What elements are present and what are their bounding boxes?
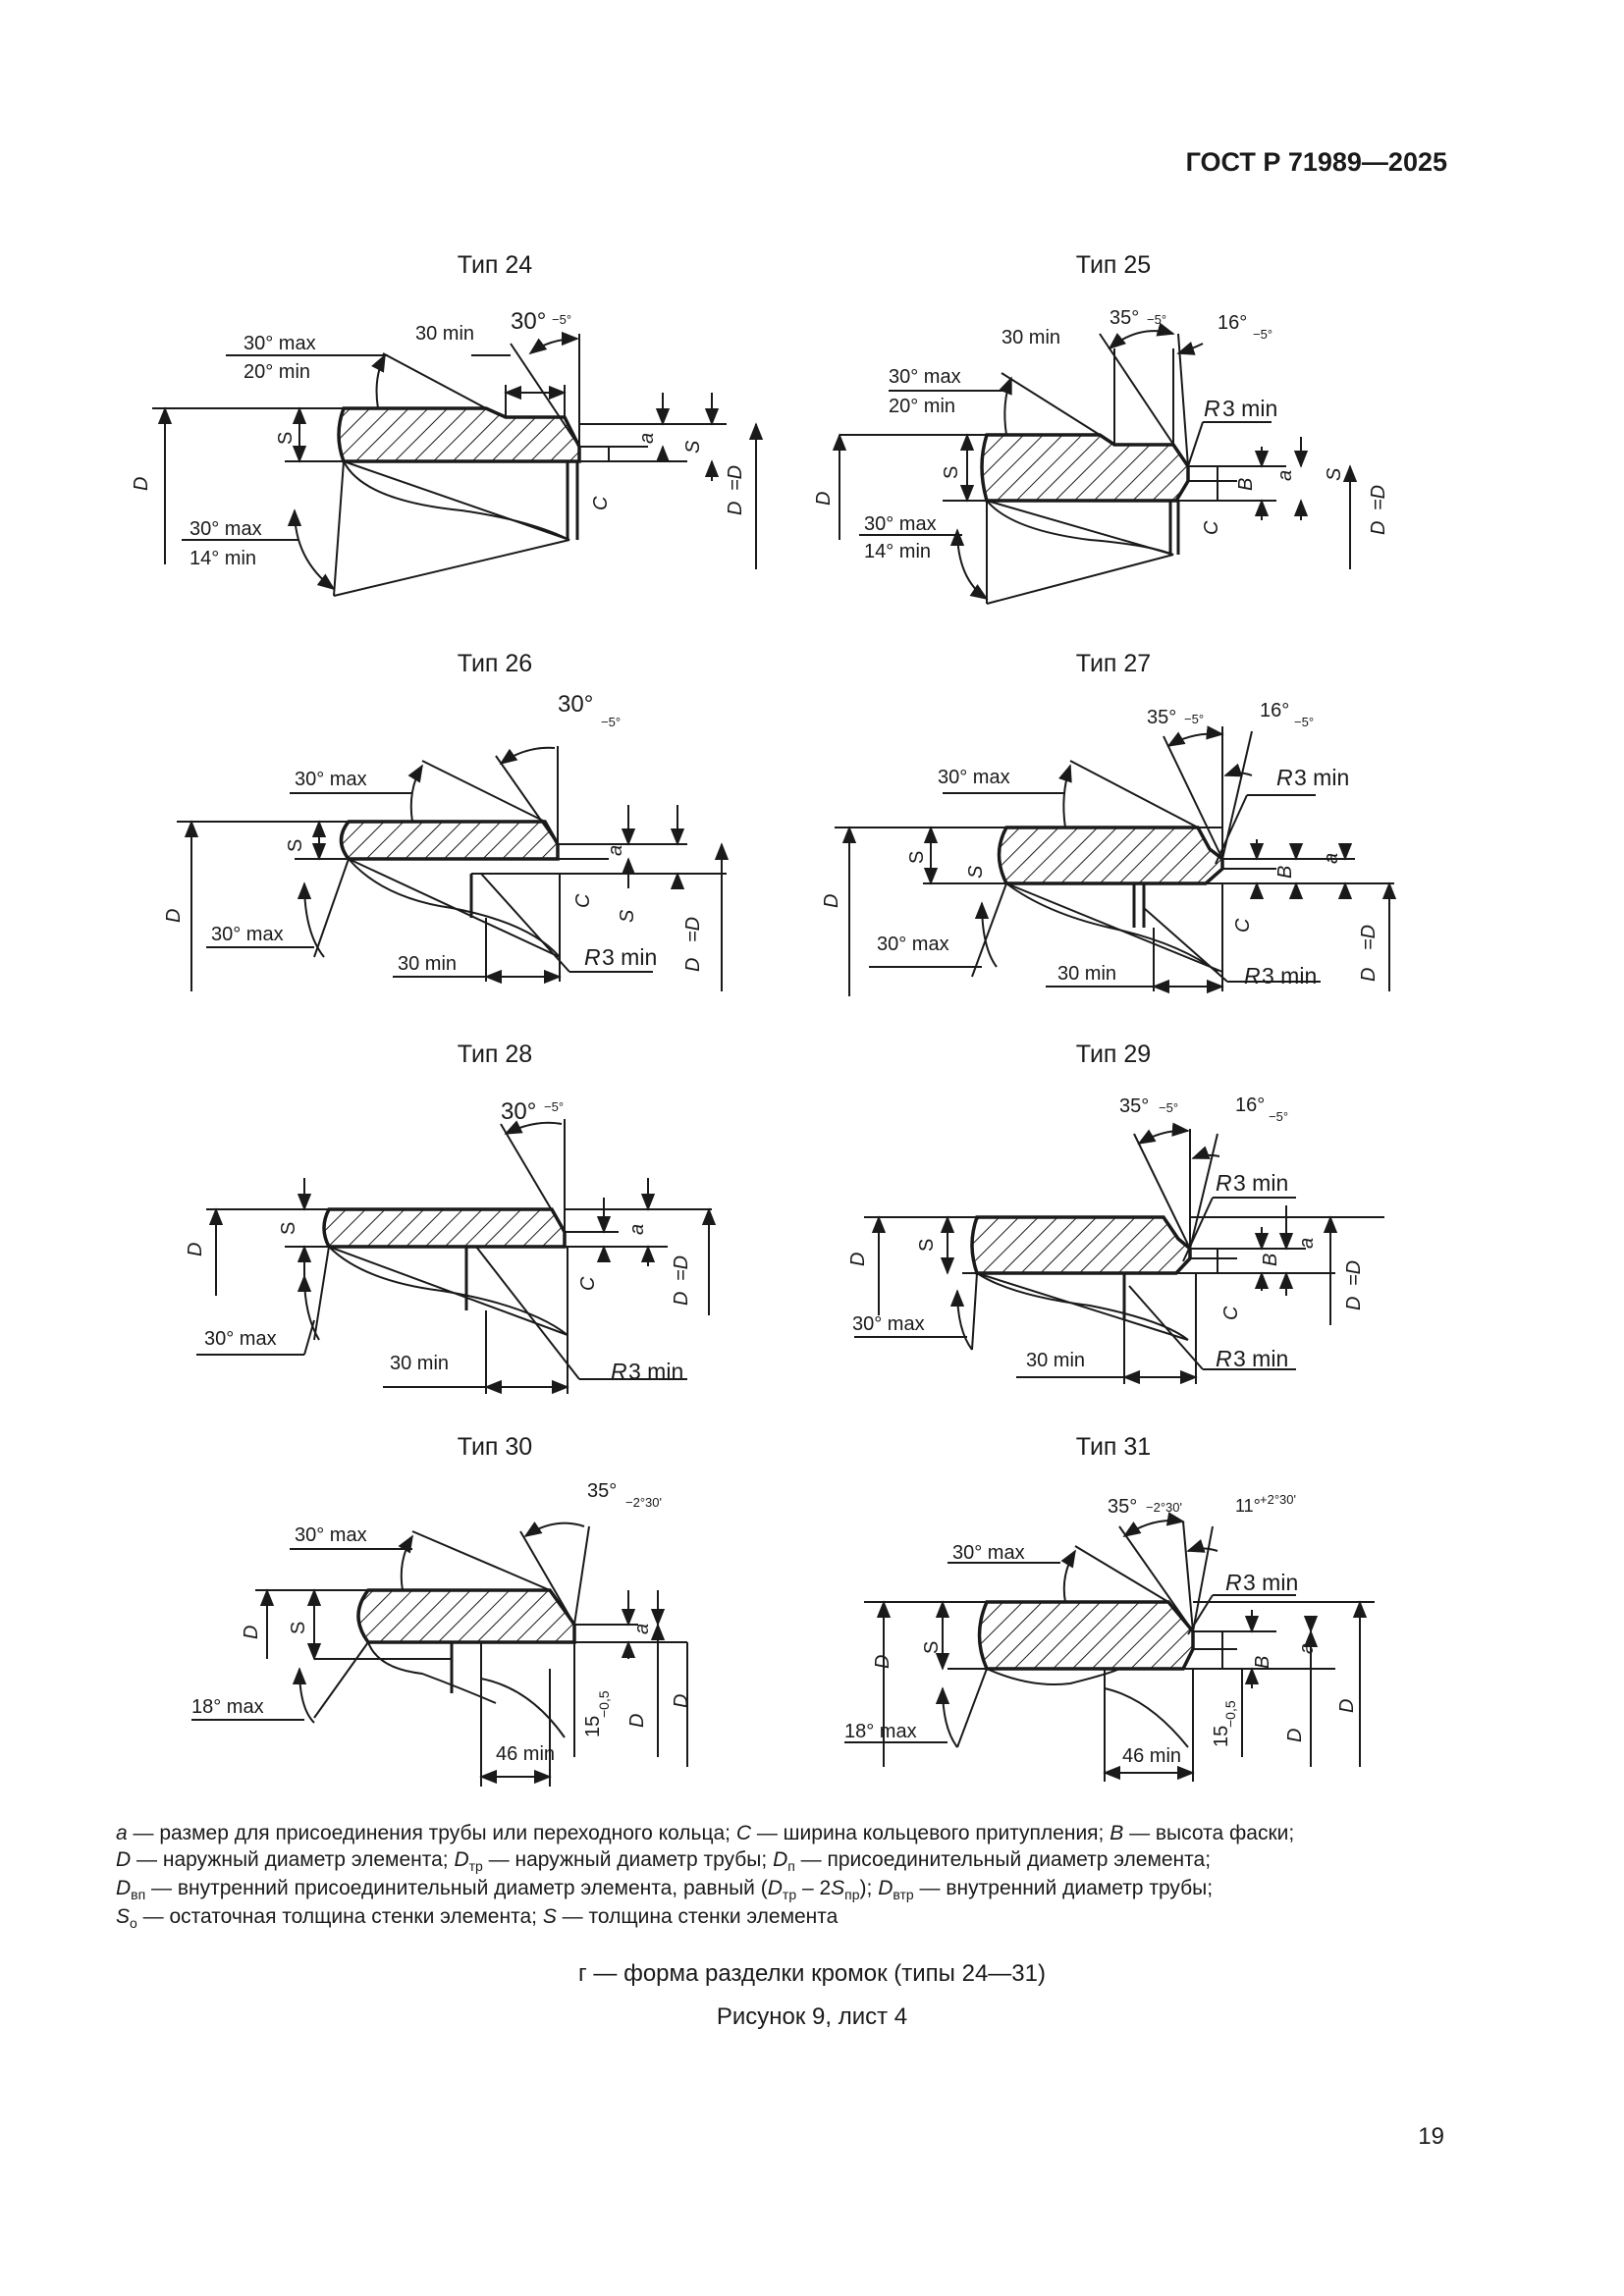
t29-R1-val: 3 min <box>1233 1170 1289 1196</box>
t25-bevel-tol: −5° <box>1147 312 1167 327</box>
t25-S: S <box>941 465 962 479</box>
t31-C15: 15 <box>1211 1725 1232 1747</box>
figure-title-type-26: Тип 26 <box>457 650 533 677</box>
t31-angle1: 30° max <box>952 1542 1025 1564</box>
t29-bevel2: 16° <box>1235 1095 1266 1116</box>
t27-S: S <box>906 850 928 864</box>
t25-land: 30 min <box>1001 327 1061 348</box>
figure-title-type-31: Тип 31 <box>1075 1433 1152 1461</box>
t25-R: R <box>1204 396 1220 421</box>
t27-R1: R <box>1276 765 1293 790</box>
t29-land: 30 min <box>1026 1350 1086 1371</box>
t25-a: a <box>1274 469 1296 481</box>
t27-a: a <box>1321 852 1342 864</box>
t30-angle2: 18° max <box>191 1696 264 1718</box>
t30-angle1: 30° max <box>295 1524 367 1546</box>
drawing-type-29 <box>854 1129 1384 1384</box>
t29-S: S <box>916 1238 938 1252</box>
t31-a: a <box>1296 1642 1318 1654</box>
t24-bevel-tol: −5° <box>552 312 572 327</box>
t29-B: B <box>1260 1253 1281 1266</box>
t25-C: C <box>1201 520 1222 535</box>
t29-bevel2-tol: −5° <box>1269 1109 1289 1124</box>
t27-bevel2-tol: −5° <box>1294 715 1315 729</box>
t27-angle2: 30° max <box>877 934 949 955</box>
t26-Dvp: D <box>682 957 704 972</box>
t24-S: S <box>275 431 297 445</box>
t30-land: 46 min <box>496 1743 556 1765</box>
t30-C15-tol: −0,5 <box>596 1690 612 1718</box>
t25-Dtr: =D <box>1368 484 1389 510</box>
t30-bevel: 35° <box>587 1480 618 1502</box>
t27-bevel-tol: −5° <box>1184 712 1205 726</box>
t27-D: D <box>821 893 842 908</box>
t31-Dn: D <box>1336 1698 1358 1713</box>
t31-R-val: 3 min <box>1243 1570 1299 1595</box>
t30-Dvtr: D <box>626 1713 648 1728</box>
subfigure-caption: г — форма разделки кромок (типы 24—31) <box>578 1960 1046 1987</box>
figure-title-type-25: Тип 25 <box>1075 251 1152 279</box>
figure-title-type-27: Тип 27 <box>1075 650 1152 677</box>
t25-angle1-a: 30° max <box>889 366 961 388</box>
figure-title-type-30: Тип 30 <box>457 1433 533 1461</box>
t28-land: 30 min <box>390 1353 450 1374</box>
t27-Dvp: D <box>1358 967 1380 982</box>
t24-Dtr: =D <box>725 464 746 491</box>
t26-D: D <box>163 908 185 923</box>
t26-land: 30 min <box>398 953 458 975</box>
t28-R-val: 3 min <box>628 1359 684 1384</box>
t27-angle1: 30° max <box>938 767 1010 788</box>
t24-D: D <box>131 476 152 491</box>
t29-C: C <box>1220 1306 1242 1320</box>
t28-a: a <box>626 1223 648 1235</box>
drawing-type-30 <box>191 1523 687 1787</box>
t26-R-val: 3 min <box>602 944 658 970</box>
legend-row-2: D — наружный диаметр элемента; $D_{тр}$ — наружный диаметр трубы; $D_п$ — присоединительный диаметр элемента; <box>116 1847 1212 1874</box>
figure-legend <box>116 1821 1445 1933</box>
t26-So: S <box>617 909 638 923</box>
t29-R2-val: 3 min <box>1233 1346 1289 1371</box>
t30-Dn: D <box>671 1693 692 1708</box>
t26-bevel-tol: −5° <box>601 715 622 729</box>
t28-R: R <box>611 1359 627 1384</box>
t26-C: C <box>572 893 594 908</box>
t26-a: a <box>605 844 626 856</box>
t28-bevel: 30° <box>501 1098 537 1125</box>
t27-bevel2: 16° <box>1260 700 1290 721</box>
t31-D: D <box>872 1654 893 1669</box>
t29-Dtr: =D <box>1343 1259 1365 1286</box>
t24-angle1-b: 20° min <box>244 361 311 383</box>
t26-angle1: 30° max <box>295 769 367 790</box>
t26-angle2: 30° max <box>211 924 284 945</box>
t30-S: S <box>288 1621 309 1634</box>
legend-row-1: a — размер для присоединения трубы или переходного кольца; C — ширина кольцевого притупления; B — высота фаски; <box>116 1822 1295 1844</box>
t29-R1: R <box>1216 1170 1232 1196</box>
t31-Dvtr: D <box>1284 1728 1306 1742</box>
t25-angle2-b: 14° min <box>864 541 932 562</box>
t27-C: C <box>1232 918 1254 933</box>
t24-land: 30 min <box>415 323 475 345</box>
t26-R: R <box>584 944 601 970</box>
t30-D: D <box>241 1625 262 1639</box>
t28-Dtr: =D <box>671 1255 692 1281</box>
t26-bevel: 30° <box>558 691 594 718</box>
figure-title-type-28: Тип 28 <box>457 1041 533 1068</box>
t31-bevel-tol: −2°30' <box>1146 1500 1182 1515</box>
t27-Dvpr: =D <box>1358 924 1380 950</box>
t24-angle2-a: 30° max <box>189 518 262 540</box>
t24-So: S <box>682 440 704 454</box>
t30-C15: 15 <box>582 1715 604 1737</box>
t31-bevel2-tol: +2°30' <box>1260 1492 1296 1507</box>
t25-Dn: D <box>1368 520 1389 535</box>
t28-Dn: D <box>671 1291 692 1306</box>
drawing-type-28 <box>196 1119 712 1394</box>
t25-So: S <box>1324 467 1345 481</box>
t31-angle2: 18° max <box>844 1721 917 1742</box>
legend-row-3: $D_{вп}$ — внутренний присоединительный диаметр элемента, равный $(D_{тр} - 2S_{пр})$; $D_{втр}$ — внутренний диаметр трубы; <box>116 1876 1214 1902</box>
t27-So: S <box>965 865 987 879</box>
figure-title-type-29: Тип 29 <box>1075 1041 1152 1068</box>
t31-bevel2: 11° <box>1235 1496 1261 1516</box>
t27-bevel: 35° <box>1147 707 1177 728</box>
figure-title-type-24: Тип 24 <box>457 251 533 279</box>
t27-R2: R <box>1244 963 1261 988</box>
t29-D: D <box>847 1252 869 1266</box>
t24-bevel: 30° <box>511 308 547 335</box>
t31-bevel: 35° <box>1108 1496 1138 1518</box>
t31-S: S <box>921 1640 943 1654</box>
t25-angle2-a: 30° max <box>864 513 937 535</box>
t24-angle2-b: 14° min <box>189 548 257 569</box>
t25-angle1-b: 20° min <box>889 396 956 417</box>
t29-R2: R <box>1216 1346 1232 1371</box>
t24-angle1-a: 30° max <box>244 333 316 354</box>
t29-Dn: D <box>1343 1296 1365 1310</box>
figure-caption: Рисунок 9, лист 4 <box>716 2003 908 2030</box>
t30-a: a <box>631 1623 653 1634</box>
t25-bevel: 35° <box>1110 307 1140 329</box>
t31-B: B <box>1252 1655 1273 1669</box>
t24-Dn: D <box>725 501 746 515</box>
t28-S: S <box>278 1221 299 1235</box>
t26-S: S <box>285 838 306 852</box>
t24-C: C <box>590 496 612 510</box>
t29-angle2: 30° max <box>852 1313 925 1335</box>
t28-bevel-tol: −5° <box>544 1099 565 1114</box>
t31-R: R <box>1225 1570 1242 1595</box>
t28-C: C <box>577 1276 599 1291</box>
t25-bevel2: 16° <box>1218 312 1248 334</box>
t25-bevel2-tol: −5° <box>1253 327 1273 342</box>
t27-R2-val: 3 min <box>1262 963 1318 988</box>
t25-R-val: 3 min <box>1222 396 1278 421</box>
legend-row-4: $S_о$ — остаточная толщина стенки элемента; S — толщина стенки элемента <box>116 1904 839 1931</box>
t31-land: 46 min <box>1122 1745 1182 1767</box>
t31-C15-tol: −0,5 <box>1222 1700 1238 1728</box>
t29-bevel-tol: −5° <box>1159 1100 1179 1115</box>
t25-D: D <box>813 491 835 506</box>
t27-land: 30 min <box>1057 963 1117 985</box>
t28-D: D <box>185 1242 206 1256</box>
t24-a: a <box>636 432 658 444</box>
t30-bevel-tol: −2°30' <box>625 1495 662 1510</box>
t29-a: a <box>1296 1237 1318 1249</box>
t27-R1-val: 3 min <box>1294 765 1350 790</box>
t27-B: B <box>1274 865 1296 879</box>
t25-B: B <box>1235 477 1257 491</box>
t26-Dvpr: =D <box>682 916 704 942</box>
t28-angle2: 30° max <box>204 1328 277 1350</box>
t29-bevel: 35° <box>1119 1095 1150 1117</box>
document-code: ГОСТ Р 71989—2025 <box>1185 147 1447 177</box>
page-number: 19 <box>1418 2123 1444 2150</box>
